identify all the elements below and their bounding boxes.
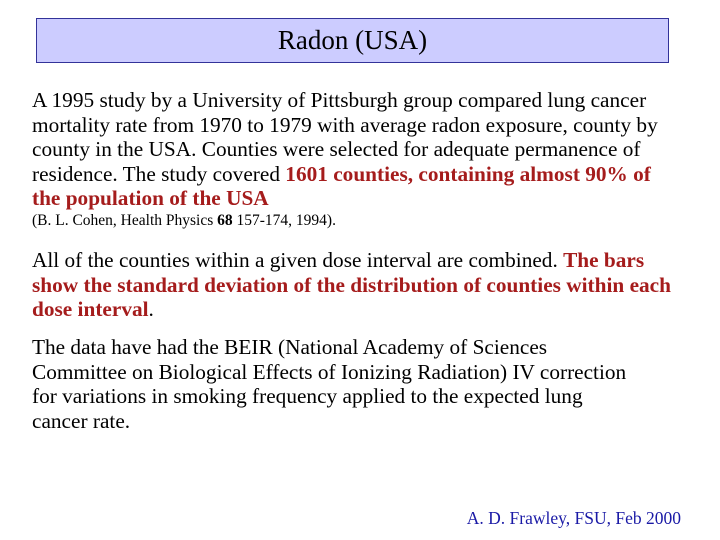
paragraph-study-text: A 1995 study by a University of Pittsburgh group compared lung cancer mortality rate from 1970 to 1979 with average radon exposure, county by county in the USA. Counties were selected for adequate permanence of residence. The study covered [32,88,658,186]
footer-credit: A. D. Frawley, FSU, Feb 2000 [466,508,681,528]
citation-volume: 68 [217,212,233,229]
paragraph-dose-interval [32,248,684,322]
slide-title [36,18,669,63]
paragraph-dose-end: . [148,297,154,322]
citation [32,211,336,231]
slide-title-text: Radon (USA) [277,25,428,55]
paragraph-study [32,88,684,211]
citation-before: (B. L. Cohen, Health Physics [32,212,218,229]
paragraph-dose-text: All of the counties within a given dose interval are combined. [32,248,564,272]
paragraph-beir [32,335,632,433]
citation-after: 157-174, 1994). [232,212,336,229]
paragraph-dose-highlight: The bars show the standard deviation of the distribution of counties within each dose interval [32,248,671,322]
paragraph-beir-text: The data have had the BEIR (National Academy of Sciences Committee on Biological Effects of Ionizing Radiation) IV correction for variations in smoking frequency applied to the expected lung cancer rate. [32,335,627,433]
paragraph-study-highlight: 1601 counties, containing almost 90% of the population of the USA [32,161,651,211]
